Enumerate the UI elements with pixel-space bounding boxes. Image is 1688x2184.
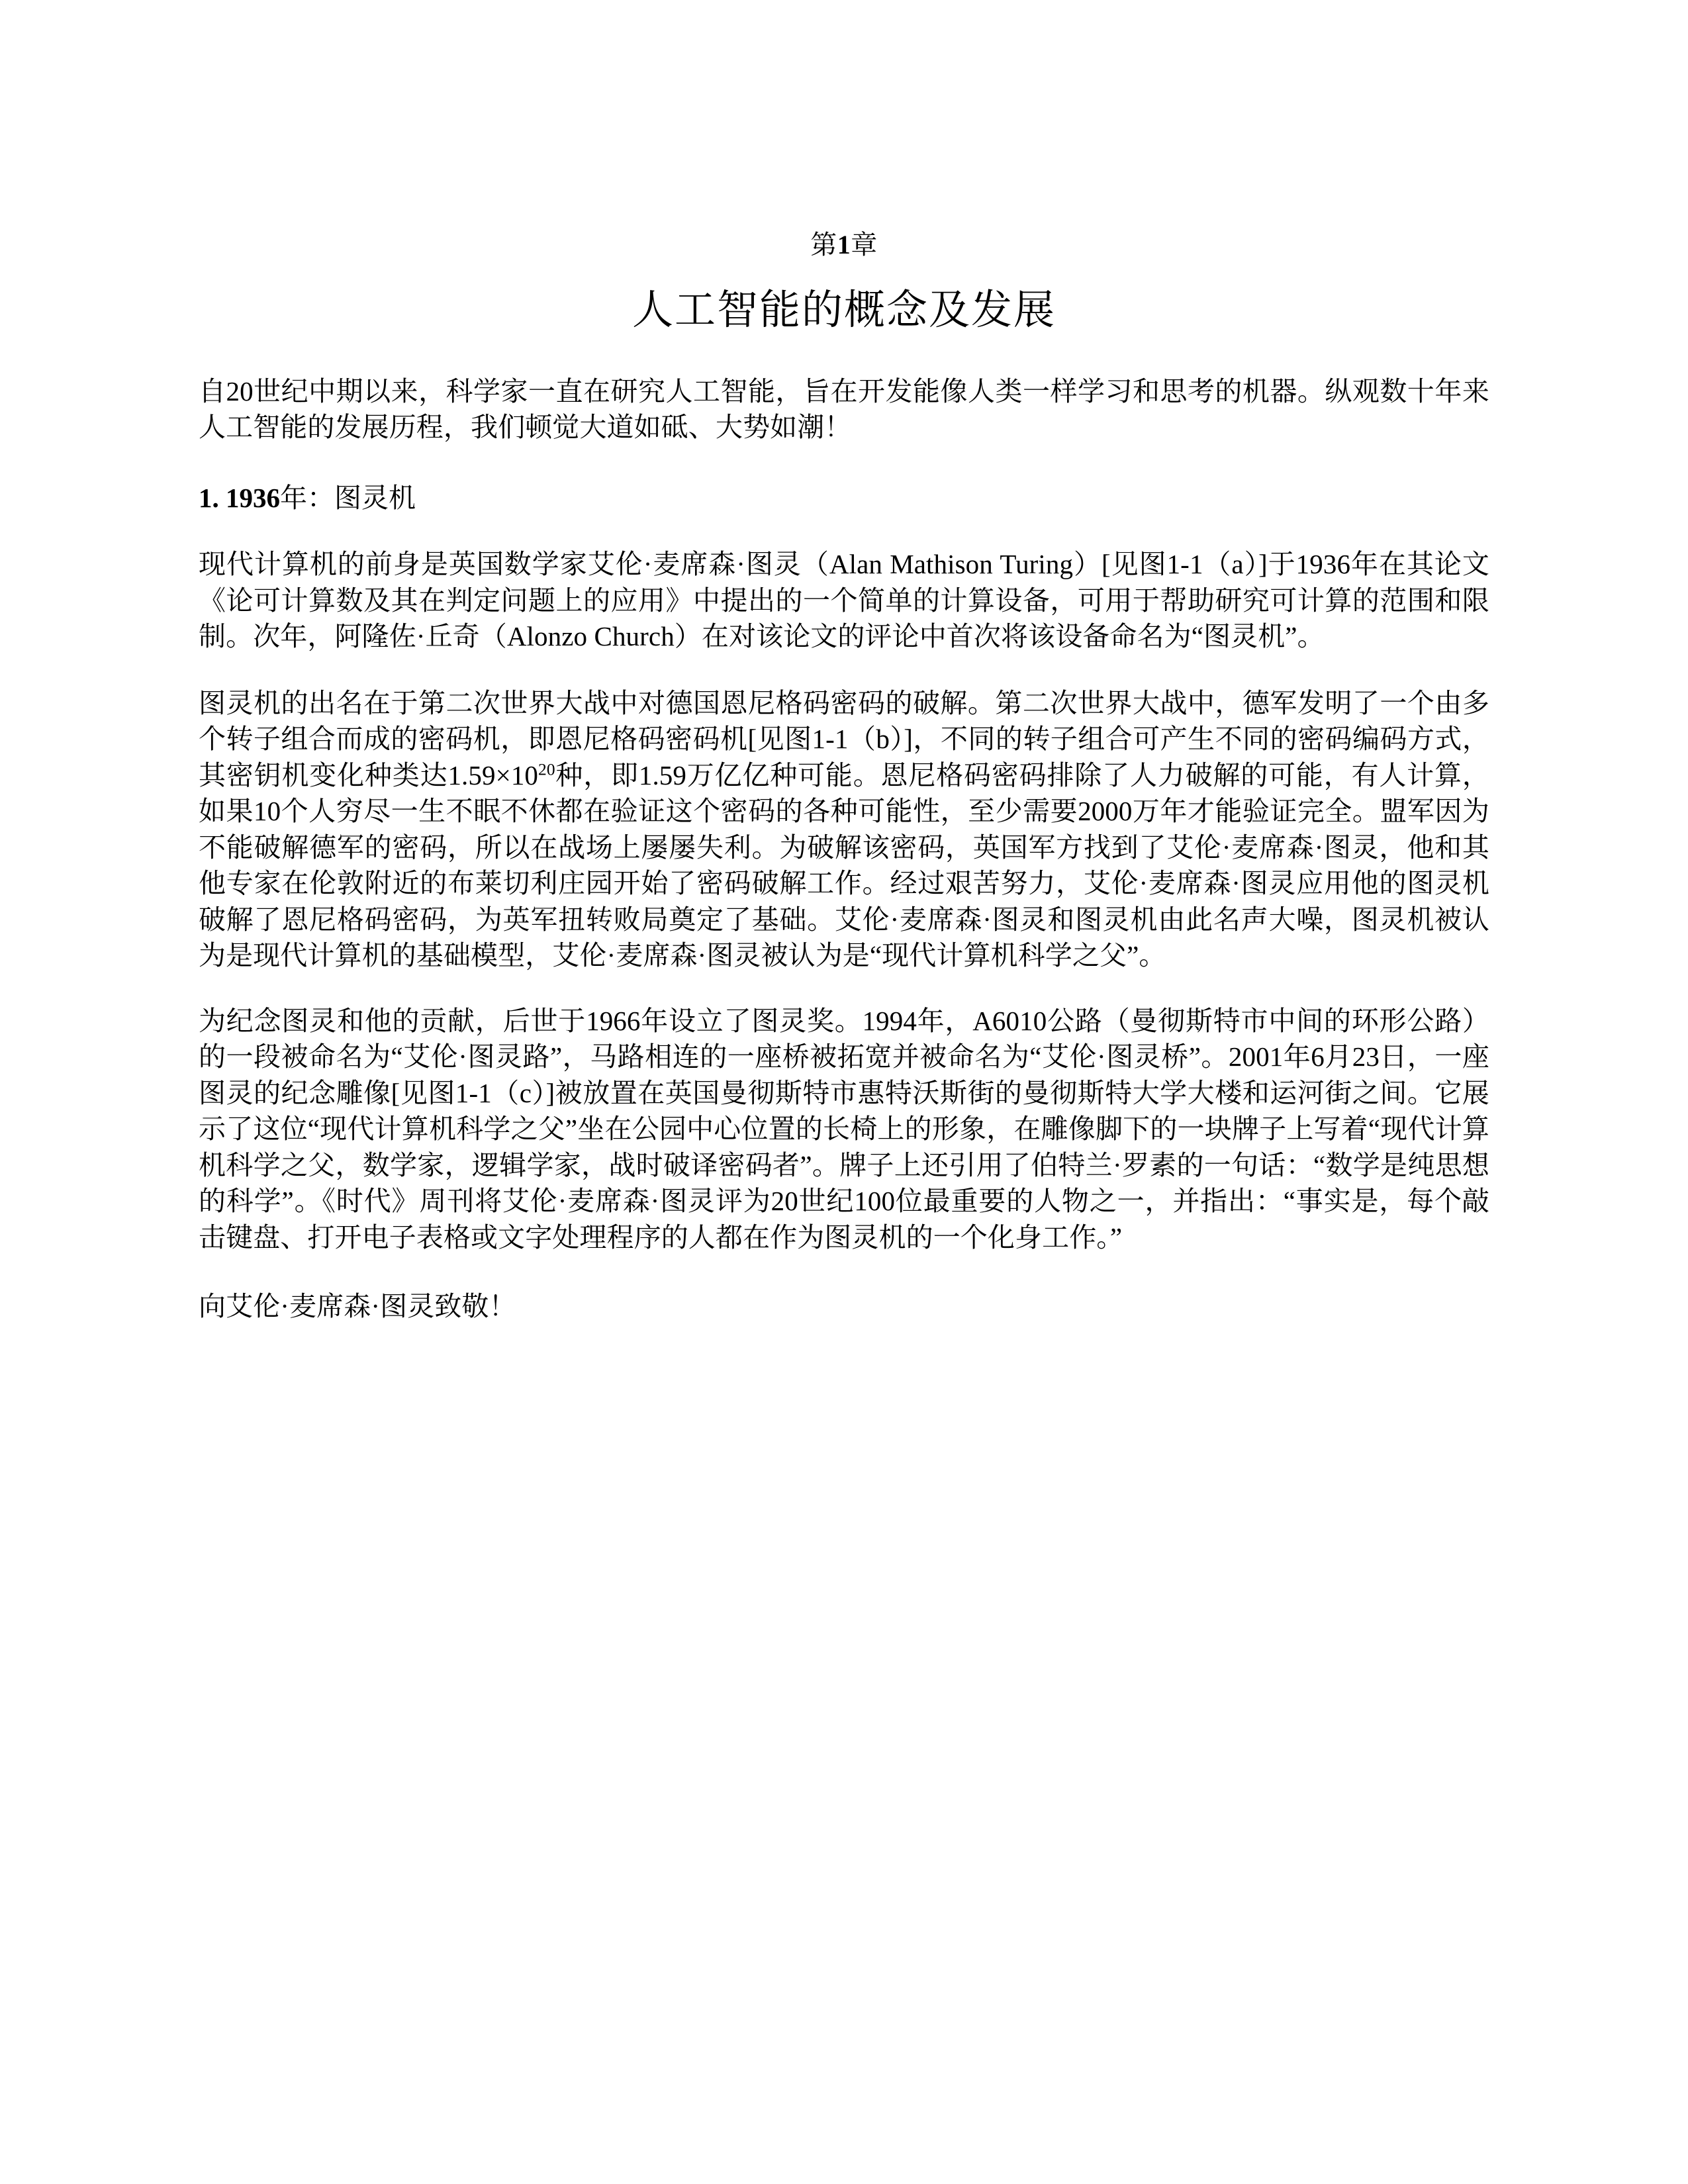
chapter-label-suffix: 章 (851, 230, 878, 260)
page-title: 人工智能的概念及发展 (632, 288, 1056, 333)
paragraph-enigma-part2: 种，即1.59万亿亿种可能。恩尼格码密码排除了人力破解的可能，有人计算，如果10个人穷尽一生不眠不休都在验证这个密码的各种可能性，至少需要2000万年才能验证完全。盟军因为不能破解德军的密码，所以在战场上屡屡失利。为破解该密码，英国军方找到了艾伦·麦席森·图灵，他和其他专家在伦敦附近的布莱切利庄园开始了密码破解工作。经过艰苦努力，艾伦·麦席森·图灵应用他的图灵机破解了恩尼格码密码，为英军扭转败局奠定了基础。艾伦·麦席森·图灵和图灵机由此名声大噪，图灵机被认为是现代计算机的基础模型，艾伦·麦席森·图灵被认为是“现代计算机科学之父”。 (199, 759, 1489, 971)
intro-paragraph: 自20世纪中期以来，科学家一直在研究人工智能，旨在开发能像人类一样学习和思考的机器。纵观数十年来人工智能的发展历程，我们顿觉大道如砥、大势如潮！ (199, 375, 1489, 443)
section-heading-text: 年：图灵机 (280, 482, 416, 513)
paragraph-turing-origin: 现代计算机的前身是英国数学家艾伦·麦席森·图灵（Alan Mathison Turing）[见图1-1（a）]于1936年在其论文《论可计算数及其在判定问题上的应用》中提出的一个简单的计算设备，可用于帮助研究可计算的范围和限制。次年，阿隆佐·丘奇（Alonzo Church）在对该论文的评论中首次将该设备命名为“图灵机”。 (199, 549, 1489, 652)
chapter-number: 1 (837, 230, 851, 260)
chapter-label (199, 0, 1489, 261)
closing-line: 向艾伦·麦席森·图灵致敬！ (199, 1291, 516, 1322)
section-heading-turing-machine (199, 446, 1489, 516)
paragraph-enigma-part1: 图灵机的出名在于第二次世界大战中对德国恩尼格码密码的破解。第二次世界大战中，德军发明了一个由多个转子组合而成的密码机，即恩尼格码密码机[见图1-1（b）]，不同的转子组合可产生不同的密码编码方式，其密钥机变化种类达1.59×10 (199, 687, 1489, 790)
section-heading-number: 1. 1936 (199, 482, 280, 513)
paragraph-turing-award: 为纪念图灵和他的贡献，后世于1966年设立了图灵奖。1994年，A6010公路（曼彻斯特市中间的环形公路）的一段被命名为“艾伦·图灵路”，马路相连的一座桥被拓宽并被命名为“艾伦·图灵桥”。2001年6月23日，一座图灵的纪念雕像[见图1-1（c）]被放置在英国曼彻斯特市惠特沃斯街的曼彻斯特大学大楼和运河街之间。它展示了这位“现代计算机科学之父”坐在公园中心位置的长椅上的形象，在雕像脚下的一块牌子上写着“现代计算机科学之父，数学家，逻辑学家，战时破译密码者”。牌子上还引用了伯特兰·罗素的一句话：“数学是纯思想的科学”。《时代》周刊将艾伦·麦席森·图灵评为20世纪100位最重要的人物之一，并指出：“事实是，每个敲击键盘、打开电子表格或文字处理程序的人都在作为图灵机的一个化身工作。” (199, 1005, 1489, 1253)
exponent-superscript: 20 (538, 760, 555, 779)
chapter-label-prefix: 第 (810, 230, 837, 260)
document-content (199, 0, 1489, 1325)
paragraph-enigma (199, 655, 1489, 974)
